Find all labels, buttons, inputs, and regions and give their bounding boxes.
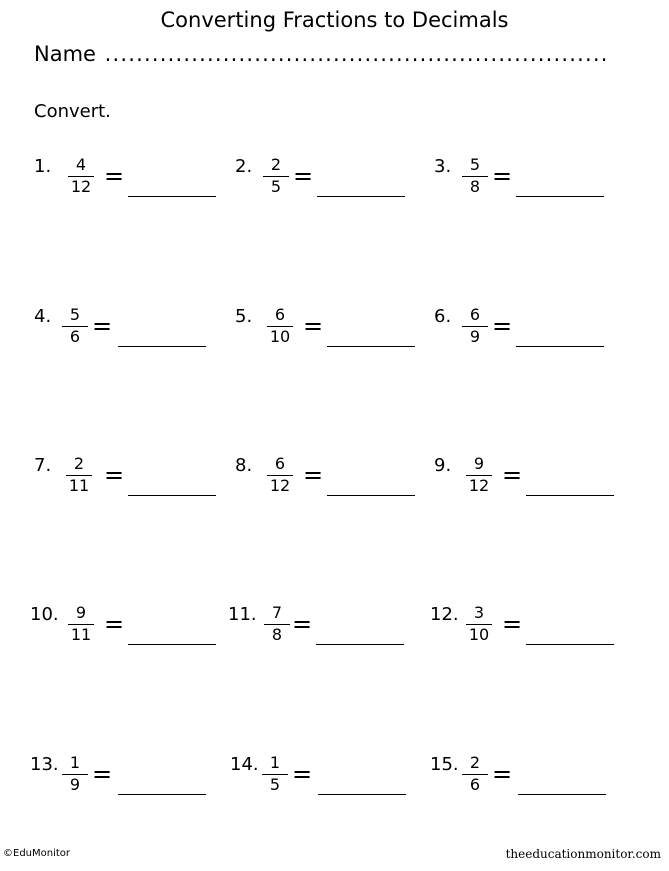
denominator: 5 bbox=[269, 775, 281, 794]
problem-15 bbox=[430, 754, 630, 814]
problem-number: 4. bbox=[34, 306, 52, 327]
equals-sign: = bbox=[92, 760, 113, 788]
fraction bbox=[68, 156, 94, 196]
equals-sign: = bbox=[104, 162, 125, 190]
answer-line bbox=[118, 794, 206, 795]
equals-sign: = bbox=[502, 461, 523, 489]
problem-number: 14. bbox=[230, 754, 259, 775]
equals-sign: = bbox=[292, 610, 313, 638]
fraction bbox=[267, 455, 293, 495]
fraction bbox=[68, 604, 94, 644]
numerator: 5 bbox=[469, 155, 481, 174]
fraction bbox=[263, 156, 289, 196]
answer-line bbox=[327, 346, 415, 347]
name-dotted-line: ................................................................ bbox=[104, 42, 609, 66]
problem-number: 10. bbox=[30, 604, 59, 625]
problem-number: 1. bbox=[34, 156, 52, 177]
problem-8 bbox=[235, 455, 435, 515]
equals-sign: = bbox=[104, 461, 125, 489]
equals-sign: = bbox=[492, 162, 513, 190]
problem-number: 7. bbox=[34, 455, 52, 476]
numerator: 2 bbox=[73, 454, 85, 473]
problem-3 bbox=[434, 156, 634, 216]
equals-sign: = bbox=[492, 312, 513, 340]
problem-number: 2. bbox=[235, 156, 253, 177]
problem-number: 8. bbox=[235, 455, 253, 476]
numerator: 2 bbox=[270, 155, 282, 174]
problem-6 bbox=[434, 306, 634, 366]
numerator: 4 bbox=[75, 155, 87, 174]
answer-line bbox=[526, 644, 614, 645]
equals-sign: = bbox=[492, 760, 513, 788]
fraction bbox=[462, 156, 488, 196]
numerator: 1 bbox=[69, 753, 81, 772]
problem-10 bbox=[30, 604, 230, 664]
problem-2 bbox=[235, 156, 435, 216]
problem-1 bbox=[34, 156, 234, 216]
denominator: 9 bbox=[469, 327, 481, 346]
problem-number: 3. bbox=[434, 156, 452, 177]
problem-12 bbox=[430, 604, 630, 664]
answer-line bbox=[526, 495, 614, 496]
fraction bbox=[267, 306, 293, 346]
name-line bbox=[34, 42, 609, 66]
problem-number: 5. bbox=[235, 306, 253, 327]
fraction bbox=[62, 306, 88, 346]
answer-line bbox=[316, 644, 404, 645]
numerator: 3 bbox=[473, 603, 485, 622]
fraction bbox=[62, 754, 88, 794]
problem-9 bbox=[434, 455, 634, 515]
problem-number: 15. bbox=[430, 754, 459, 775]
equals-sign: = bbox=[303, 461, 324, 489]
numerator: 7 bbox=[271, 603, 283, 622]
denominator: 11 bbox=[68, 476, 90, 495]
denominator: 5 bbox=[270, 177, 282, 196]
problem-number: 6. bbox=[434, 306, 452, 327]
answer-line bbox=[128, 644, 216, 645]
problem-5 bbox=[235, 306, 435, 366]
numerator: 9 bbox=[473, 454, 485, 473]
denominator: 6 bbox=[469, 775, 481, 794]
problem-number: 9. bbox=[434, 455, 452, 476]
numerator: 9 bbox=[75, 603, 87, 622]
equals-sign: = bbox=[502, 610, 523, 638]
denominator: 12 bbox=[70, 177, 92, 196]
fraction bbox=[466, 455, 492, 495]
denominator: 10 bbox=[269, 327, 291, 346]
copyright-notice: ©EduMonitor bbox=[3, 848, 71, 859]
name-label: Name bbox=[34, 42, 96, 66]
equals-sign: = bbox=[303, 312, 324, 340]
numerator: 5 bbox=[69, 305, 81, 324]
fraction bbox=[462, 306, 488, 346]
problem-7 bbox=[34, 455, 234, 515]
problem-11 bbox=[228, 604, 428, 664]
problem-4 bbox=[34, 306, 234, 366]
instruction-text: Convert. bbox=[34, 101, 111, 122]
equals-sign: = bbox=[292, 760, 313, 788]
denominator: 6 bbox=[69, 327, 81, 346]
answer-line bbox=[516, 346, 604, 347]
fraction bbox=[462, 754, 488, 794]
equals-sign: = bbox=[92, 312, 113, 340]
numerator: 6 bbox=[469, 305, 481, 324]
website-url: theeducationmonitor.com bbox=[505, 847, 661, 861]
fraction bbox=[262, 754, 288, 794]
denominator: 12 bbox=[269, 476, 291, 495]
denominator: 12 bbox=[468, 476, 490, 495]
problem-14 bbox=[230, 754, 430, 814]
answer-line bbox=[128, 495, 216, 496]
problem-number: 13. bbox=[30, 754, 59, 775]
equals-sign: = bbox=[104, 610, 125, 638]
fraction bbox=[264, 604, 290, 644]
problem-number: 12. bbox=[430, 604, 459, 625]
answer-line bbox=[318, 794, 406, 795]
equals-sign: = bbox=[293, 162, 314, 190]
answer-line bbox=[317, 196, 405, 197]
answer-line bbox=[518, 794, 606, 795]
answer-line bbox=[128, 196, 216, 197]
numerator: 6 bbox=[274, 454, 286, 473]
denominator: 8 bbox=[469, 177, 481, 196]
problem-13 bbox=[30, 754, 230, 814]
answer-line bbox=[327, 495, 415, 496]
numerator: 6 bbox=[274, 305, 286, 324]
denominator: 9 bbox=[69, 775, 81, 794]
problem-number: 11. bbox=[228, 604, 257, 625]
answer-line bbox=[516, 196, 604, 197]
fraction bbox=[466, 604, 492, 644]
fraction bbox=[66, 455, 92, 495]
worksheet-title: Converting Fractions to Decimals bbox=[160, 8, 509, 32]
denominator: 10 bbox=[468, 625, 490, 644]
denominator: 8 bbox=[271, 625, 283, 644]
answer-line bbox=[118, 346, 206, 347]
numerator: 1 bbox=[269, 753, 281, 772]
denominator: 11 bbox=[70, 625, 92, 644]
numerator: 2 bbox=[469, 753, 481, 772]
